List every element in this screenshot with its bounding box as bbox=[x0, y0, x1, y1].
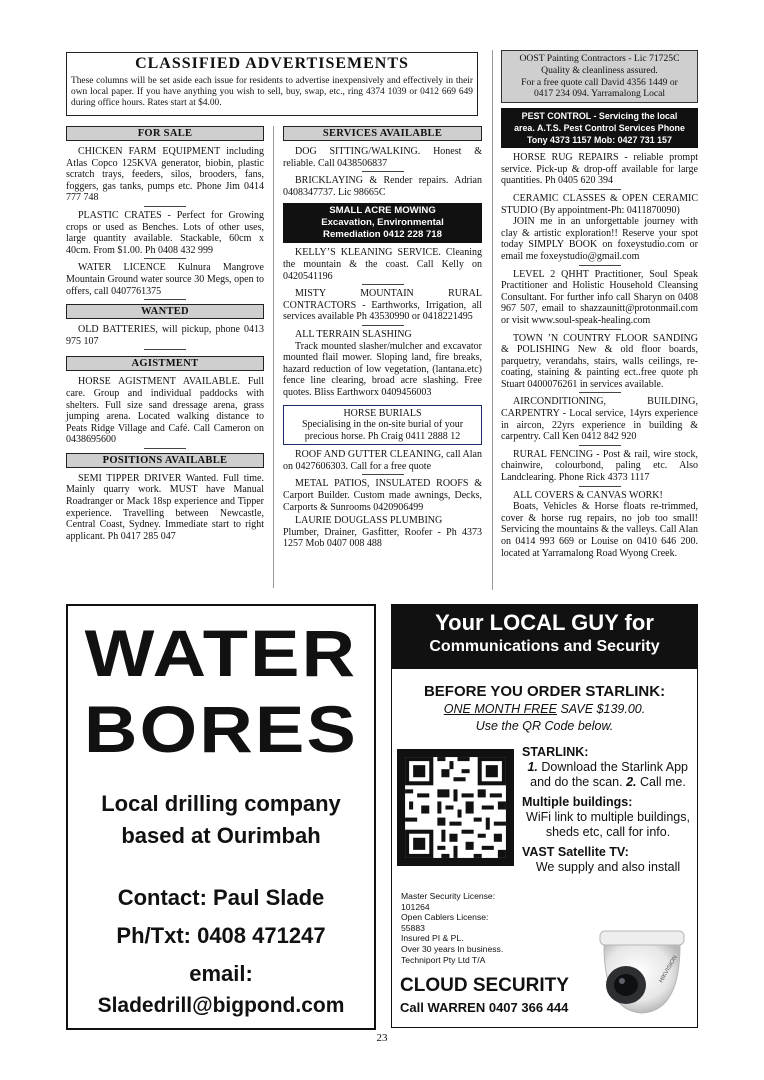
ad-semi-tipper: SEMI TIPPER DRIVER Wanted. Full time. Mainly quarry work. MUST have Manual Roadranger or Mack 18sp experience and Tipper experience. Travelling between Newcastle, Central Coast, Sydney. Immediate start to right applicant. Ph 0417 285 047 bbox=[66, 472, 264, 542]
oost-line-4: 0417 234 094. Yarramalong Local bbox=[533, 88, 666, 100]
mowing-line-3: Remediation 0412 228 718 bbox=[323, 229, 442, 241]
vast-title: VAST Satellite TV: bbox=[522, 845, 629, 859]
qr-code-icon bbox=[397, 749, 514, 866]
oost-line-2: Quality & cleanliness assured. bbox=[541, 64, 658, 76]
ad-horse-rug: HORSE RUG REPAIRS - reliable prompt service. Pick-up & drop-off available for large quantities. Ph 0405 620 394 bbox=[501, 152, 698, 187]
multi-title: Multiple buildings: bbox=[522, 795, 633, 809]
ad-dog-sitting: DOG SITTING/WALKING. Honest & reliable. Call 0438506837 bbox=[283, 146, 482, 169]
water-contact: Contact: Paul Slade bbox=[117, 885, 325, 910]
security-camera-icon bbox=[592, 923, 692, 1023]
license-line-2: 101264 bbox=[401, 901, 430, 912]
license-line-4: 55883 bbox=[401, 922, 425, 933]
water-bores-ad bbox=[66, 604, 376, 1030]
water-title-1: WATER bbox=[84, 616, 358, 690]
offer-free: ONE MONTH FREE bbox=[443, 702, 557, 716]
license-line-1: Master Security License: bbox=[401, 891, 496, 901]
step-num-1: 1. bbox=[527, 760, 538, 774]
starlink-step-1 bbox=[522, 760, 694, 775]
ad-kleaning: KELLY’S KLEANING SERVICE. Cleaning the mountain & the coast. Call Kelly on 0420541196 bbox=[283, 247, 482, 282]
mowing-line-1: SMALL ACRE MOWING bbox=[329, 205, 436, 217]
separator bbox=[362, 325, 404, 326]
ad-bricklaying: BRICKLAYING & Render repairs. Adrian 0408347737. Lic 98665C bbox=[283, 175, 482, 198]
starlink-step-2 bbox=[522, 775, 694, 790]
separator bbox=[144, 258, 186, 259]
license-line-7: Techniport Pty Ltd T/A bbox=[401, 954, 486, 965]
ad-plastic-crates: PLASTIC CRATES - Perfect for Growing crops or used as Benches. Lots of other uses, large quantity available. Stackable, 60cm x 40cm. From $1.00. Ph 0408 432 999 bbox=[66, 209, 264, 256]
ad-floor-sanding: TOWN ’N COUNTRY FLOOR SANDING & POLISHING New & old floor boards, parquetry, verandahs, stairs, walls ceilings, re-coating, staining & painting ect..free quote ph Stuart 0400076261 in services available. bbox=[501, 332, 698, 390]
ad-rural-fencing: RURAL FENCING - Post & rail, wire stock, chainwire, colourbond, paling etc. Also Landclearing. Phone Rick 4373 1117 bbox=[501, 448, 698, 484]
offer-save: SAVE $139.00. bbox=[556, 702, 646, 716]
classified-title: CLASSIFIED ADVERTISEMENTS bbox=[135, 55, 409, 72]
ad-chicken-farm: CHICKEN FARM EQUIPMENT including Atlas Copco 125KVA generator, biobin, plastic scratch trays, feeders, silos, brooders, fans, foggers, gas tanks, pumps etc. Phone Jim 0414 777 748 bbox=[66, 146, 264, 204]
qr-note: Use the QR Code below. bbox=[475, 719, 614, 733]
ad-roof-gutter: ROOF AND GUTTER CLEANING, call Alan on 0427606303. Call for a free quote bbox=[283, 449, 482, 472]
oost-line-3: For a free quote call David 4356 1449 or bbox=[521, 76, 678, 88]
classified-intro: These columns will be set aside each issue for residents to advertise inexpensively and effectively in their own local paper. If you have anything you wish to sell, buy, swap, etc., ring 4374 1039 or 0412 669 649 during office hours. Rates start at $4.00. bbox=[71, 76, 473, 108]
ad-qhht: LEVEL 2 QHHT Practitioner, Soul Speak Practitioner and Holistic Household Cleansing Consultant. For further info call Sharyn on 0408 967 507, email to shazzaunitt@protonmail.com or visit www.soul-speak-healing.com bbox=[501, 268, 698, 326]
offer-line bbox=[392, 702, 697, 716]
mowing-line-2: Excavation, Environmental bbox=[321, 217, 444, 229]
vast-line-1: We supply and also install bbox=[535, 860, 681, 874]
water-email-label: email: bbox=[189, 961, 253, 986]
oost-line-1: OOST Painting Contractors - Lic 71725C bbox=[519, 53, 680, 64]
ad-metal-patios: METAL PATIOS, INSULATED ROOFS & Carport Builder. Custom made awnings, Decks, Carports & Sunrooms 0420906499 bbox=[283, 478, 482, 513]
separator bbox=[362, 474, 404, 475]
water-desc-2: based at Ourimbah bbox=[121, 823, 321, 848]
step-text-2: and do the scan. bbox=[530, 775, 627, 789]
ad-misty-mountain: MISTY MOUNTAIN RURAL CONTRACTORS - Earthworks, Irrigation, all services available Ph 43530990 or 0418221495 bbox=[283, 288, 482, 323]
ad-old-batteries: OLD BATTERIES, will pickup, phone 0413 975 107 bbox=[66, 324, 264, 347]
starlink-heading: BEFORE YOU ORDER STARLINK: bbox=[423, 683, 666, 700]
step-text-1: Download the Starlink App bbox=[537, 760, 688, 774]
separator bbox=[362, 171, 404, 172]
column-left bbox=[66, 126, 264, 542]
multi-line-1: WiFi link to multiple buildings, bbox=[526, 810, 690, 824]
security-info bbox=[522, 745, 694, 875]
pest-line-2: area. A.T.S. Pest Control Services Phone bbox=[514, 123, 685, 134]
cloud-security: CLOUD SECURITY bbox=[400, 975, 569, 996]
separator bbox=[362, 284, 404, 285]
banner-line-1: Your LOCAL GUY for bbox=[435, 610, 654, 635]
ad-water-licence: WATER LICENCE Kulnura Mangrove Mountain Ground water source 30 Megs, open to offers, call 0407761375 bbox=[66, 262, 264, 297]
separator bbox=[579, 189, 621, 190]
agistment-header: AGISTMENT bbox=[66, 356, 264, 371]
water-email[interactable]: Sladedrill@bigpond.com bbox=[97, 994, 345, 1017]
pest-line-1: PEST CONTROL - Servicing the local bbox=[521, 111, 678, 122]
separator bbox=[579, 265, 621, 266]
separator bbox=[144, 299, 186, 300]
mowing-box bbox=[283, 203, 482, 243]
burial-title: HORSE BURIALS bbox=[343, 407, 422, 419]
camera-brand: HIKVISION bbox=[658, 954, 679, 984]
for-sale-header: FOR SALE bbox=[66, 126, 264, 141]
qr-code[interactable] bbox=[397, 749, 514, 866]
ad-plumbing: Plumber, Drainer, Gasfitter, Roofer - Ph 4373 1257 Mob 0407 008 488 bbox=[283, 526, 482, 550]
ad-horse-agistment: HORSE AGISTMENT AVAILABLE. Full care. Group and individual paddocks with shelters. Full size sand dressage arena, grass jumping arena. Located walking distance to Peats Ridge Village and Café. Call Cameron on 0438695600 bbox=[66, 376, 264, 446]
water-desc-1: Local drilling company bbox=[101, 791, 341, 816]
positions-header: POSITIONS AVAILABLE bbox=[66, 453, 264, 468]
horse-burials-box bbox=[283, 405, 482, 446]
security-ad bbox=[391, 604, 698, 1028]
step-num-2: 2. bbox=[626, 775, 637, 789]
column-rule bbox=[492, 50, 493, 590]
ad-slashing-title: ALL TERRAIN SLASHING bbox=[295, 328, 412, 340]
separator bbox=[579, 392, 621, 393]
separator bbox=[579, 445, 621, 446]
page-number: 23 bbox=[376, 1032, 388, 1044]
ad-ceramic: JOIN me in an unforgettable journey with clay & artistic exploration!! Reserve your spot today SIMPLY BOOK on foxeystudio.com or email me foxeystudio@gmail.com bbox=[501, 216, 698, 262]
wanted-header: WANTED bbox=[66, 304, 264, 319]
ad-covers-title: ALL COVERS & CANVAS WORK! bbox=[513, 489, 663, 501]
separator bbox=[579, 329, 621, 330]
security-banner bbox=[392, 605, 697, 669]
pest-line-3: Tony 4373 1157 Mob: 0427 731 157 bbox=[527, 135, 672, 146]
multi-line-2: sheds etc, call for info. bbox=[545, 825, 671, 839]
call-warren: Call WARREN 0407 366 444 bbox=[400, 1000, 569, 1015]
starlink-title: STARLINK: bbox=[522, 745, 589, 759]
column-right bbox=[501, 50, 698, 559]
ad-ceramic-title: CERAMIC CLASSES & OPEN CERAMIC STUDIO (By appointment-Ph: 0411870090) bbox=[501, 192, 698, 216]
separator bbox=[579, 486, 621, 487]
pest-control-box bbox=[501, 108, 698, 148]
step-text-3: Call me. bbox=[636, 775, 686, 789]
ad-plumbing-title: LAURIE DOUGLASS PLUMBING bbox=[295, 515, 443, 527]
oost-box bbox=[501, 50, 698, 103]
license-block bbox=[401, 891, 551, 965]
services-header: SERVICES AVAILABLE bbox=[283, 126, 482, 141]
burial-text: Specialising in the on-site burial of your precious horse. Ph Craig 0411 2888 12 bbox=[301, 419, 464, 442]
ad-covers: Boats, Vehicles & Horse floats re-trimmed, cover & horse rug repairs, no job too small! Servicing the mountains & the valleys. Call Alan on 0414 993 669 or Louise on 0410 646 200. located at Yarramalong Road Wyong Creek. bbox=[501, 501, 698, 559]
column-rule bbox=[273, 126, 274, 588]
banner-line-2: Communications and Security bbox=[429, 638, 660, 655]
separator bbox=[144, 448, 186, 449]
camera-image bbox=[592, 923, 692, 1023]
ad-airconditioning: AIRCONDITIONING, BUILDING, CARPENTRY - Local service, 14yrs experience in aircon, 22yrs experience in building & carpentry. Call Ken 0412 842 920 bbox=[501, 396, 698, 443]
classified-header-box bbox=[66, 52, 478, 116]
separator bbox=[144, 206, 186, 207]
water-phone: Ph/Txt: 0408 471247 bbox=[116, 923, 326, 948]
ad-slashing: Track mounted slasher/mulcher and excavator mounted flail mower. Sloping land, fire breaks, hazard reduction of low vegetation, (lantana.etc) fence line clearing, broad acre slashing. Free quotes. Bliss Earthworx 0409456003 bbox=[283, 340, 482, 398]
water-title-2: BORES bbox=[83, 692, 359, 766]
license-line-5: Insured PI & PL. bbox=[401, 933, 464, 944]
license-line-6: Over 30 years In business. bbox=[401, 943, 504, 954]
license-line-3: Open Cablers License: bbox=[401, 912, 489, 923]
separator bbox=[144, 349, 186, 350]
column-middle bbox=[283, 126, 482, 550]
